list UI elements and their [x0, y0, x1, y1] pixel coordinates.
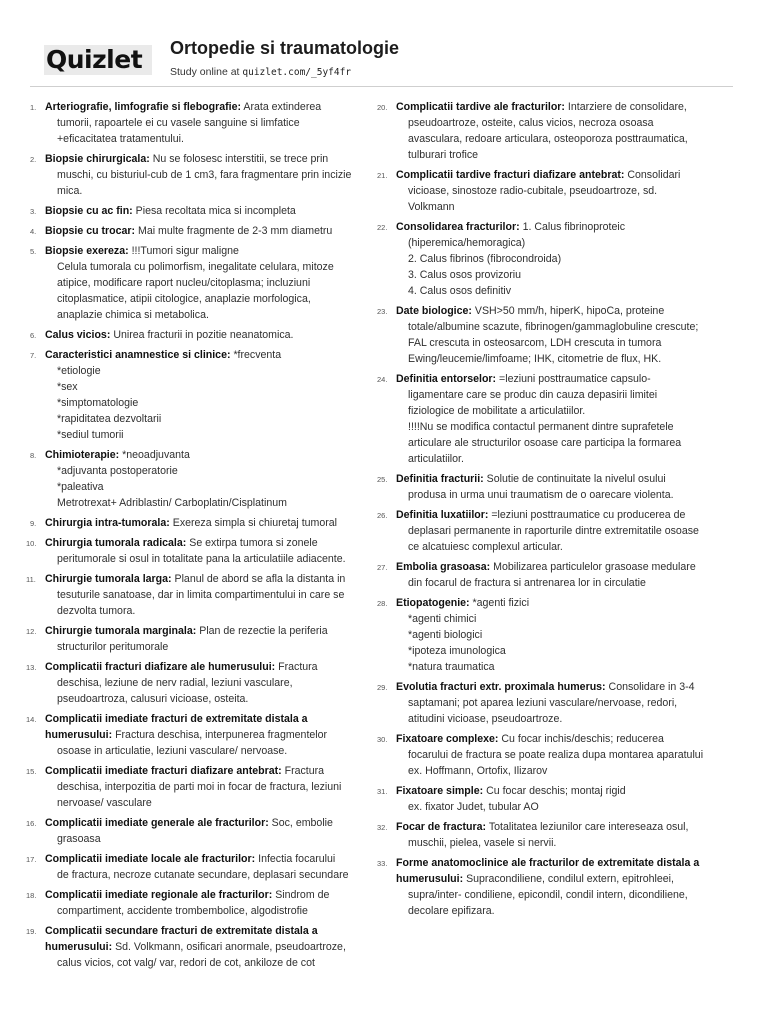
item-term: Date biologice:: [396, 305, 472, 317]
item-first-line: [45, 851, 366, 867]
item-definition-line: peritumorale si osul in totalitate pana la articulatiile adiacente.: [57, 553, 346, 565]
item-number: 10.: [26, 539, 37, 548]
item-definition-line: *adjuvanta postoperatorie: [57, 465, 178, 477]
item-definition-line: (hiperemica/hemoragica): [408, 237, 526, 249]
item-term: Chirurgia tumorala radicala:: [45, 537, 187, 549]
study-link[interactable]: quizlet.com/_5yf4fr: [242, 67, 352, 78]
item-definition-line: *agenti fizici: [472, 597, 530, 609]
item-body: [396, 167, 733, 215]
item-number: 13.: [26, 663, 37, 672]
item-definition-line: nervoase/ vasculare: [57, 797, 152, 809]
item-first-line: [396, 303, 733, 319]
term-item: [377, 783, 733, 815]
item-definition-line: ce alcatuiesc complexul articular.: [408, 541, 563, 553]
item-first-line: [45, 99, 366, 115]
term-item: [30, 99, 366, 147]
term-item: [377, 595, 733, 675]
item-definition-line: Arata extinderea: [243, 101, 322, 113]
term-item: [377, 219, 733, 299]
item-term: Complicatii secundare fracturi de extremitate distala a humerusului:: [45, 925, 318, 953]
item-definition-line: deschisa, interpozitia de parti moi in focar de fractura, leziuni: [57, 781, 342, 793]
item-definition-line: *frecventa: [233, 349, 282, 361]
item-definition-line: atipice, modificare raport nucleu/citoplasma; incluziuni: [57, 277, 311, 289]
item-term: Forme anatomoclinice ale fracturilor de extremitate distala a humerusului:: [396, 857, 700, 885]
term-item: [30, 327, 366, 343]
item-definition-line: 2. Calus fibrinos (fibrocondroida): [408, 253, 562, 265]
term-item: [377, 855, 733, 919]
item-definition-line: Solutie de continuitate la nivelul osului: [486, 473, 666, 485]
term-item: [30, 447, 366, 511]
item-number: 18.: [26, 891, 37, 900]
term-item: [377, 507, 733, 555]
item-first-line: [396, 559, 733, 575]
item-definition-line: Exereza simpla si chiuretaj tumoral: [172, 517, 338, 529]
term-item: [30, 203, 366, 219]
item-definition-line: avasculara, redoare articulara, osteoporoza posttraumatica,: [408, 133, 688, 145]
item-definition-line: 1. Calus fibrinoproteic: [522, 221, 626, 233]
item-number: 8.: [30, 451, 37, 460]
item-definition-line: fiziologice de mobilitate a articulatiilor.: [408, 405, 586, 417]
item-first-line: [396, 371, 733, 387]
item-definition-line: Ewing/leucemie/limfoame; IHK, citometrie de flux, HK.: [408, 353, 662, 365]
item-first-line: [45, 151, 366, 167]
item-term: Calus vicios:: [45, 329, 111, 341]
item-number: 22.: [377, 223, 388, 232]
term-item: [377, 167, 733, 215]
document-title: Ortopedie si traumatologie: [170, 38, 400, 58]
item-definition-line: =leziuni posttraumatice cu producerea de: [491, 509, 686, 521]
item-body: [45, 535, 366, 567]
item-number: 2.: [30, 155, 37, 164]
item-first-line: [45, 659, 366, 675]
item-definition-line: +eficacitatea tratamentului.: [57, 133, 184, 145]
item-first-line: [45, 515, 366, 531]
item-body: [45, 327, 366, 343]
item-first-line: [45, 815, 366, 831]
term-item: [377, 471, 733, 503]
item-definition-line: pseudoartroza, calusuri vicioase, osteita.: [57, 693, 249, 705]
item-number: 9.: [30, 519, 37, 528]
item-definition-line: deplasari permanente in raporturile dintre extremitatile osoase: [408, 525, 699, 537]
item-first-line: [396, 471, 733, 487]
item-definition-line: saptamani; pot aparea leziuni vasculare/nervoase, redori,: [408, 697, 678, 709]
item-first-line: [45, 535, 366, 551]
item-definition-line: Fractura deschisa, interpunerea fragmentelor: [115, 729, 328, 741]
item-definition-line: decolare epifizara.: [408, 905, 495, 917]
item-term: Biopsie exereza:: [45, 245, 129, 257]
item-first-line: [45, 571, 366, 587]
term-item: [26, 659, 366, 707]
item-definition-line: compartiment, accidente trombembolice, algodistrofie: [57, 905, 308, 917]
item-body: [45, 923, 366, 971]
item-definition-line: muschi, cu bisturiul-cub de 1 cm3, fara fragmentare prin incizie: [57, 169, 352, 181]
item-first-line: [396, 855, 733, 887]
item-number: 28.: [377, 599, 388, 608]
item-definition-line: Celula tumorala cu polimorfism, inegalitate celulara, mitoze: [57, 261, 334, 273]
term-item: [26, 815, 366, 847]
term-item: [26, 851, 366, 883]
term-item: [377, 679, 733, 727]
item-definition-line: *agenti chimici: [408, 613, 477, 625]
item-term: Chirurgie tumorala larga:: [45, 573, 172, 585]
item-number: 15.: [26, 767, 37, 776]
term-item: [377, 731, 733, 779]
item-definition-line: vicioase, sinostoze radio-cubitale, pseudoartroze, sd.: [408, 185, 658, 197]
item-definition-line: Infectia focarului: [258, 853, 336, 865]
item-number: 3.: [30, 207, 37, 216]
item-term: Evolutia fracturi extr. proximala humerus:: [396, 681, 606, 693]
term-item: [26, 763, 366, 811]
item-first-line: [45, 223, 366, 239]
item-definition-line: ex. fixator Judet, tubular AO: [408, 801, 539, 813]
item-definition-line: calus vicios, cot valg/ var, redori de cot, ankiloze de cot: [57, 957, 315, 969]
item-number: 19.: [26, 927, 37, 936]
item-definition-line: tesuturile sanatoase, dar in limita compartimentului in care se: [57, 589, 345, 601]
term-item: [26, 711, 366, 759]
item-term: Embolia grasoasa:: [396, 561, 491, 573]
item-number: 21.: [377, 171, 388, 180]
item-first-line: [396, 219, 733, 235]
item-number: 14.: [26, 715, 37, 724]
item-body: [45, 151, 366, 199]
item-body: [45, 659, 366, 707]
item-first-line: [396, 507, 733, 523]
item-first-line: [45, 203, 366, 219]
term-item: [377, 559, 733, 591]
item-definition-line: ex. Hoffmann, Ortofix, Ilizarov: [408, 765, 548, 777]
item-number: 7.: [30, 351, 37, 360]
item-body: [45, 203, 366, 219]
item-term: Complicatii imediate locale ale fracturilor:: [45, 853, 256, 865]
term-item: [377, 99, 733, 163]
item-term: Complicatii imediate regionale ale fracturilor:: [45, 889, 273, 901]
item-first-line: [45, 447, 366, 463]
item-term: Chirurgie tumorala marginala:: [45, 625, 197, 637]
item-first-line: [45, 623, 366, 639]
item-definition-line: !!!!Nu se modifica contactul permanent dintre suprafetele: [408, 421, 674, 433]
item-definition-line: Fractura: [278, 661, 318, 673]
item-number: 32.: [377, 823, 388, 832]
item-definition-line: articulare ale structurilor osoase care participa la formarea: [408, 437, 682, 449]
item-definition-line: Intarziere de consolidare,: [567, 101, 687, 113]
item-body: [45, 711, 366, 759]
item-number: 33.: [377, 859, 388, 868]
item-definition-line: Unirea fracturii in pozitie neanatomica.: [113, 329, 294, 341]
item-body: [45, 571, 366, 619]
item-definition-line: atitudini vicioase, pseudoartroze.: [408, 713, 563, 725]
item-definition-line: Planul de abord se afla la distanta in: [174, 573, 346, 585]
item-definition-line: Mobilizarea particulelor grasoase medulare: [493, 561, 696, 573]
item-definition-line: tumorii, rapoartele ei cu vasele sanguine si limfatice: [57, 117, 300, 129]
item-number: 11.: [26, 575, 36, 584]
item-definition-line: tulburari trofice: [408, 149, 479, 161]
item-body: [396, 855, 733, 919]
item-body: [396, 371, 733, 467]
item-definition-line: FAL crescuta in osteosarcom, LDH crescuta in tumora: [408, 337, 662, 349]
item-definition-line: VSH>50 mm/h, hiperK, hipoCa, proteine: [474, 305, 665, 317]
term-item: [30, 243, 366, 323]
item-number: 20.: [377, 103, 388, 112]
item-body: [45, 623, 366, 655]
item-definition-line: *sediul tumorii: [57, 429, 124, 441]
item-number: 23.: [377, 307, 388, 316]
item-number: 26.: [377, 511, 388, 520]
item-definition-line: din focarul de fractura si antrenarea lor in circulatie: [408, 577, 646, 589]
item-definition-line: pseudoartroze, osteite, calus vicios, necroza osoasa: [408, 117, 654, 129]
item-term: Complicatii imediate fracturi de extremitate distala a humerusului:: [45, 713, 308, 741]
item-number: 12.: [26, 627, 37, 636]
item-number: 31.: [377, 787, 388, 796]
item-body: [45, 347, 366, 443]
item-first-line: [396, 167, 733, 183]
item-body: [396, 559, 733, 591]
item-body: [396, 679, 733, 727]
item-body: [396, 99, 733, 163]
item-body: [396, 731, 733, 779]
item-first-line: [45, 711, 366, 743]
item-term: Complicatii imediate fracturi diafizare antebrat:: [45, 765, 282, 777]
item-first-line: [45, 923, 366, 955]
item-body: [396, 303, 733, 367]
item-definition-line: Piesa recoltata mica si incompleta: [135, 205, 296, 217]
item-definition-line: *natura traumatica: [408, 661, 495, 673]
item-term: Arteriografie, limfografie si flebografie:: [45, 101, 242, 113]
item-definition-line: produsa in urma unui traumatism de o oarecare violenta.: [408, 489, 674, 501]
item-body: [45, 851, 366, 883]
item-body: [396, 783, 733, 815]
item-body: [45, 243, 366, 323]
item-definition-line: de fractura, necroze cutanate secundare, deplasari secundare: [57, 869, 349, 881]
term-item: [26, 887, 366, 919]
item-definition-line: Soc, embolie: [271, 817, 333, 829]
item-definition-line: Cu focar inchis/deschis; reducerea: [501, 733, 664, 745]
item-term: Definitia luxatiilor:: [396, 509, 489, 521]
item-definition-line: Totalitatea leziunilor care intereseaza osul,: [488, 821, 689, 833]
item-definition-line: *agenti biologici: [408, 629, 483, 641]
term-item: [30, 223, 366, 239]
item-definition-line: Fractura: [284, 765, 325, 777]
item-definition-line: supra/inter- condiliene, epicondil, condil intern, dicondiliene,: [408, 889, 688, 901]
item-body: [396, 507, 733, 555]
item-definition-line: articulatiilor.: [408, 453, 464, 465]
item-term: Focar de fractura:: [396, 821, 487, 833]
item-definition-line: *neoadjuvanta: [122, 449, 190, 461]
item-number: 24.: [377, 375, 388, 384]
item-number: 17.: [26, 855, 37, 864]
item-definition-line: deschisa, leziune de nerv radial, leziuni vasculare,: [57, 677, 293, 689]
item-term: Complicatii fracturi diafizare ale humerusului:: [45, 661, 276, 673]
item-first-line: [45, 347, 366, 363]
item-definition-line: !!!Tumori sigur maligne: [131, 245, 239, 257]
item-first-line: [45, 763, 366, 779]
item-first-line: [396, 679, 733, 695]
item-term: Biopsie cu trocar:: [45, 225, 136, 237]
item-definition-line: Consolidare in 3-4: [608, 681, 695, 693]
item-body: [45, 99, 366, 147]
item-definition-line: focarului de fractura se poate realiza dupa montarea aparatului: [408, 749, 704, 761]
item-number: 25.: [377, 475, 388, 484]
item-number: 29.: [377, 683, 388, 692]
item-definition-line: Supracondiliene, condilul extern, epitrohleei,: [466, 873, 674, 885]
item-term: Biopsie chirurgicala:: [45, 153, 150, 165]
item-body: [396, 471, 733, 503]
item-definition-line: Plan de rezectie la periferia: [199, 625, 328, 637]
item-definition-line: Cu focar deschis; montaj rigid: [486, 785, 626, 797]
item-number: 1.: [30, 103, 37, 112]
item-definition-line: *sex: [57, 381, 78, 393]
item-body: [396, 595, 733, 675]
item-definition-line: structurilor peritumorale: [57, 641, 169, 653]
item-first-line: [396, 595, 733, 611]
item-term: Complicatii imediate generale ale fracturilor:: [45, 817, 269, 829]
item-number: 5.: [30, 247, 37, 256]
item-term: Definitia entorselor:: [396, 373, 497, 385]
item-definition-line: Metrotrexat+ Adriblastin/ Carboplatin/Cisplatinum: [57, 497, 287, 509]
item-body: [45, 763, 366, 811]
item-body: [45, 223, 366, 239]
item-definition-line: Volkmann: [408, 201, 455, 213]
item-first-line: [396, 99, 733, 115]
term-item: [377, 819, 733, 851]
term-item: [26, 923, 366, 971]
left-column: [26, 99, 366, 975]
term-item: [26, 571, 366, 619]
item-number: 27.: [377, 563, 388, 572]
item-term: Fixatoare simple:: [396, 785, 484, 797]
item-definition-line: *etiologie: [57, 365, 101, 377]
term-item: [377, 371, 733, 467]
item-definition-line: grasoasa: [57, 833, 101, 845]
item-first-line: [45, 327, 366, 343]
item-definition-line: *rapiditatea dezvoltarii: [57, 413, 162, 425]
item-term: Chirurgia intra-tumorala:: [45, 517, 170, 529]
item-definition-line: *simptomatologie: [57, 397, 139, 409]
item-first-line: [396, 783, 733, 799]
item-first-line: [45, 243, 366, 259]
item-first-line: [396, 731, 733, 747]
term-item: [30, 151, 366, 199]
item-first-line: [45, 887, 366, 903]
item-term: Consolidarea fracturilor:: [396, 221, 520, 233]
item-definition-line: citoplasmatice, atipii citologice, anaplazie morfologica,: [57, 293, 311, 305]
document-header: [44, 38, 734, 84]
item-definition-line: Se extirpa tumora si zonele: [189, 537, 318, 549]
item-definition-line: muschii, pielea, vasele si nervii.: [408, 837, 557, 849]
item-definition-line: osoase in articulatie, leziuni vasculare/ nervoase.: [57, 745, 288, 757]
item-definition-line: mica.: [57, 185, 83, 197]
item-term: Etiopatogenie:: [396, 597, 470, 609]
item-definition-line: 3. Calus osos provizoriu: [408, 269, 522, 281]
item-term: Caracteristici anamnestice si clinice:: [45, 349, 231, 361]
item-number: 30.: [377, 735, 388, 744]
item-definition-line: anaplazie chimica si metabolica.: [57, 309, 209, 321]
term-item: [26, 623, 366, 655]
term-item: [30, 347, 366, 443]
item-number: 6.: [30, 331, 37, 340]
item-body: [45, 815, 366, 847]
item-term: Definitia fracturii:: [396, 473, 484, 485]
item-term: Biopsie cu ac fin:: [45, 205, 133, 217]
item-definition-line: Mai multe fragmente de 2-3 mm diametru: [138, 225, 333, 237]
header-divider: [30, 86, 733, 87]
term-item: [26, 535, 366, 567]
item-body: [396, 219, 733, 299]
item-body: [45, 515, 366, 531]
item-definition-line: *paleativa: [57, 481, 104, 493]
right-column: [377, 99, 733, 923]
item-definition-line: Nu se folosesc interstitii, se trece prin: [152, 153, 329, 165]
term-item: [377, 303, 733, 367]
item-term: Complicatii tardive ale fracturilor:: [396, 101, 565, 113]
item-definition-line: Consolidari: [627, 169, 681, 181]
item-definition-line: ligamentare care se produc din cauza depasirii limitei: [408, 389, 658, 401]
item-term: Chimioterapie:: [45, 449, 120, 461]
item-definition-line: totale/albumine scazute, fibrinogen/gammaglobuline crescute;: [408, 321, 699, 333]
item-definition-line: dezvolta tumora.: [57, 605, 136, 617]
item-term: Fixatoare complexe:: [396, 733, 499, 745]
item-definition-line: Sd. Volkmann, osificari anormale, pseudoartroze,: [115, 941, 346, 953]
subtitle-prefix: Study online at: [170, 66, 243, 78]
item-number: 16.: [26, 819, 37, 828]
item-body: [45, 447, 366, 511]
item-first-line: [396, 819, 733, 835]
document-subtitle: [170, 66, 351, 78]
term-item: [30, 515, 366, 531]
item-body: [396, 819, 733, 851]
quizlet-logo[interactable]: Quizlet: [44, 45, 152, 75]
item-definition-line: Sindrom de: [275, 889, 330, 901]
item-number: 4.: [30, 227, 37, 236]
item-definition-line: 4. Calus osos definitiv: [408, 285, 512, 297]
item-definition-line: =leziuni posttraumatice capsulo-: [499, 373, 651, 385]
item-term: Complicatii tardive fracturi diafizare antebrat:: [396, 169, 625, 181]
item-definition-line: *ipoteza imunologica: [408, 645, 506, 657]
item-body: [45, 887, 366, 919]
